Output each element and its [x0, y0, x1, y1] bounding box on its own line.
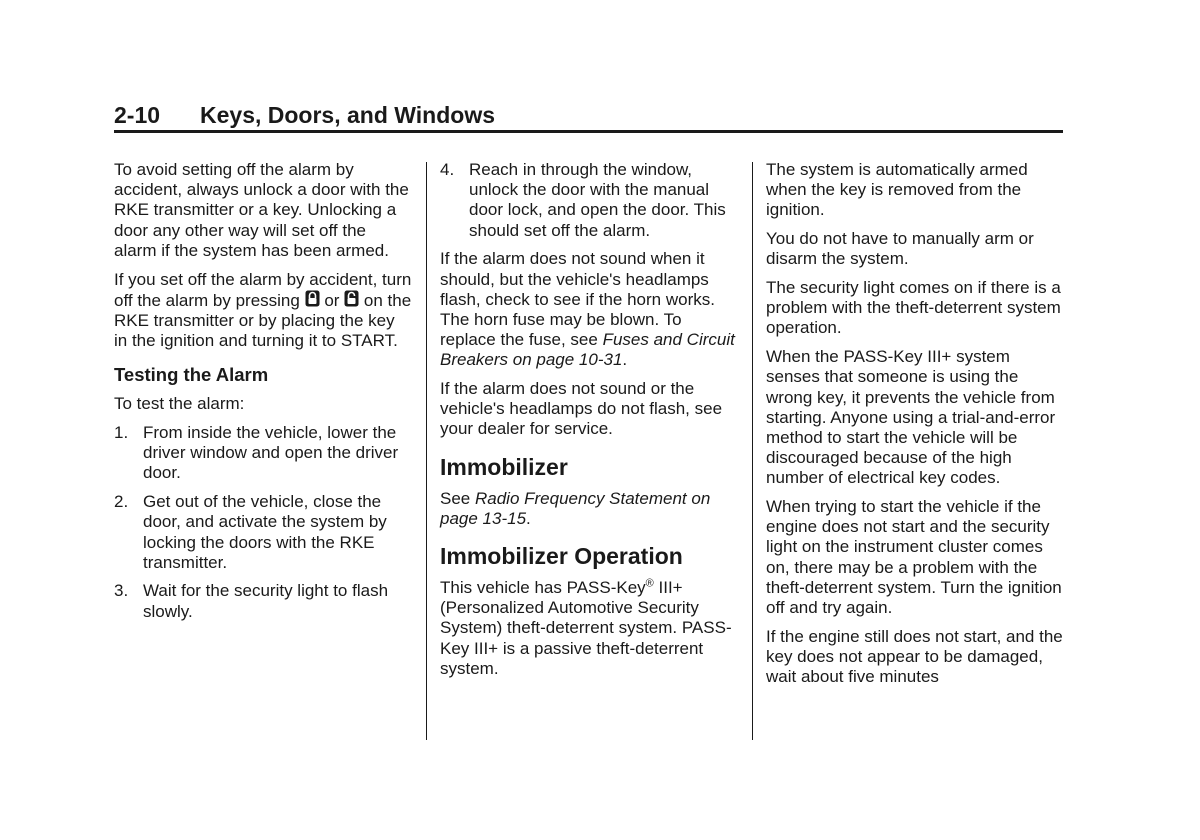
- steps-list: [114, 423, 412, 622]
- paragraph: When the PASS-Key III+ system senses that someone is using the wrong key, it prevents the vehicle from starting. Anyone using a trial-and-error method to start the vehicle will be discouraged because of the high number of electrical key codes.: [766, 347, 1056, 488]
- column-divider: [752, 162, 753, 740]
- unlock-icon: [344, 290, 359, 307]
- text-run: See: [440, 488, 471, 508]
- paragraph: To test the alarm:: [114, 394, 245, 414]
- paragraph: [440, 249, 738, 370]
- text-run: This vehicle has PASS-Key: [440, 578, 646, 598]
- list-item: [114, 492, 412, 573]
- heading-immobilizer-operation: Immobilizer Operation: [440, 543, 683, 570]
- step-number: 3.: [114, 581, 129, 601]
- step-text: Wait for the security light to flash slowly.: [143, 581, 389, 621]
- text-run: or: [324, 290, 340, 310]
- column-right: [766, 160, 1064, 696]
- step-number: 4.: [440, 160, 455, 179]
- cross-reference: Fuses and Circuit Breakers on page 10-31: [440, 330, 735, 370]
- paragraph: To avoid setting off the alarm by accident, always unlock a door with the RKE transmitter or a key. Unlocking a door any other way will set off the alarm if the system has been armed.: [114, 160, 409, 260]
- step-text: Get out of the vehicle, close the door, and activate the system by locking the doors with the RKE transmitter.: [143, 492, 387, 572]
- text-run: If the alarm does not sound when it should, but the vehicle's headlamps flash, check to see if the horn works. The horn fuse may be blown. To replace the fuse, see: [440, 249, 715, 350]
- list-item: [440, 160, 738, 241]
- step-number: 1.: [114, 423, 129, 443]
- paragraph: If the engine still does not start, and the key does not appear to be damaged, wait about five minutes: [766, 626, 1063, 687]
- step-text: Reach in through the window, unlock the door with the manual door lock, and open the door. This should set off the alarm.: [469, 160, 726, 240]
- column-divider: [426, 162, 427, 740]
- text-run: .: [622, 350, 628, 370]
- paragraph: The security light comes on if there is a problem with the theft-deterrent system operation.: [766, 278, 1061, 338]
- column-left: [114, 160, 412, 630]
- paragraph: [114, 270, 412, 352]
- paragraph: When trying to start the vehicle if the engine does not start and the security light on the instrument cluster comes on, there may be a problem with the theft-deterrent system. Turn the ignition off and try again.: [766, 497, 1062, 618]
- heading-testing-alarm: Testing the Alarm: [114, 364, 269, 386]
- paragraph: If the alarm does not sound or the vehicle's headlamps do not flash, see your dealer for service.: [440, 379, 723, 439]
- text-run: .: [526, 508, 531, 528]
- column-middle: [440, 160, 738, 688]
- registered-mark: ®: [645, 577, 654, 590]
- paragraph: [440, 578, 738, 679]
- page-number: 2-10: [114, 102, 161, 128]
- page-header: [114, 100, 1063, 133]
- section-title: Keys, Doors, and Windows: [200, 102, 496, 128]
- text-run: on the RKE transmitter or by placing the key in the ignition and turning it to START.: [114, 290, 412, 351]
- lock-icon: [305, 290, 320, 307]
- heading-immobilizer: Immobilizer: [440, 453, 568, 480]
- list-item: [114, 423, 412, 484]
- text-run: III+ (Personalized Automotive Security System) theft-deterrent system. PASS-Key III+ is a passive theft-deterrent system.: [440, 578, 732, 678]
- steps-list-continued: [440, 160, 738, 241]
- list-item: [114, 581, 412, 621]
- step-number: 2.: [114, 492, 129, 512]
- cross-reference: Radio Frequency Statement on page 13-15: [440, 488, 711, 528]
- paragraph: [440, 489, 738, 529]
- text-run: If you set off the alarm by accident, turn off the alarm by pressing: [114, 269, 412, 310]
- paragraph: You do not have to manually arm or disarm the system.: [766, 229, 1034, 269]
- step-text: From inside the vehicle, lower the driver window and open the driver door.: [143, 423, 399, 483]
- paragraph: The system is automatically armed when the key is removed from the ignition.: [766, 160, 1028, 220]
